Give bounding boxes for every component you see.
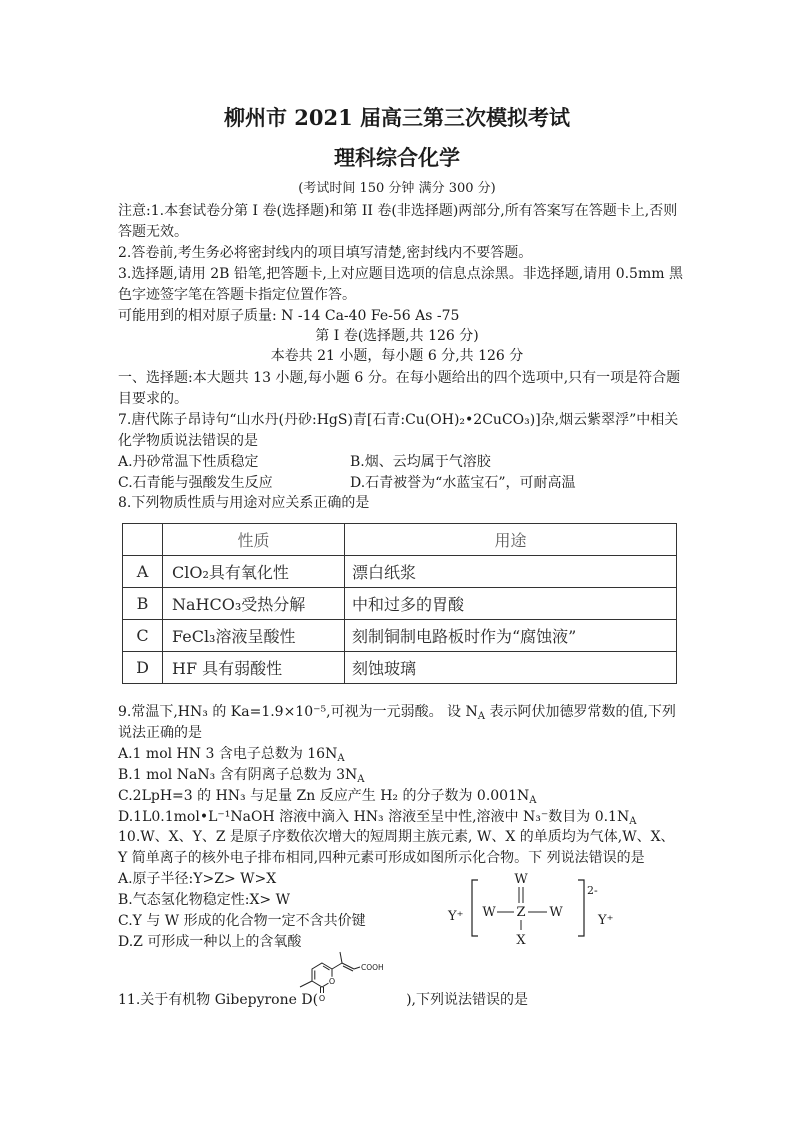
row-key: C	[123, 620, 163, 652]
table-row	[123, 652, 677, 684]
row-property: ClO₂具有氧化性	[163, 556, 345, 588]
question-stem: 8.下列物质性质与用途对应关系正确的是	[118, 494, 370, 511]
option-b: B.1 mol NaN₃ 含有阴离子总数为 $3N_A$	[118, 766, 365, 785]
atom-top: W	[514, 872, 528, 887]
side-chain-bond	[332, 963, 342, 969]
stem-after: ),下列说法错误的是	[406, 991, 528, 1008]
option-b: B.气态氢化物稳定性:X> W	[118, 891, 290, 908]
cation-left: Y⁺	[448, 909, 464, 924]
options-list	[118, 869, 438, 953]
right-bracket	[578, 880, 584, 936]
option-b: B.烟、云均属于气溶胶	[350, 453, 491, 470]
exam-time-info: (考试时间 150 分钟 满分 300 分)	[298, 181, 496, 196]
note-2: 2.答卷前,考生务必将密封线内的项目填写清楚,密封线内不要答题。	[118, 244, 533, 261]
option-d: D.Z 可形成一种以上的含氧酸	[118, 933, 302, 950]
question-8-stem-block	[118, 493, 683, 514]
row-use: 刻制铜制电路板时作为“腐蚀液”	[345, 620, 677, 652]
option-d: D.1L0.1mol•L⁻¹NaOH 溶液中滴入 HN₃ 溶液至呈中性,溶液中 N₃⁻数目为 $0.1N_A$	[118, 808, 637, 827]
cation-right: Y⁺	[598, 913, 614, 928]
row-use: 漂白纸浆	[345, 556, 677, 588]
row-key: D	[123, 652, 163, 684]
carboxyl-group-label: COOH	[361, 963, 384, 972]
ring-oxygen-label: O	[328, 977, 336, 986]
note-1: 注意:1.本套试卷分第 I 卷(选择题)和第 II 卷(非选择题)两部分,所有答案写在答题卡上,否则答题无效。	[118, 202, 678, 240]
left-bracket	[472, 880, 478, 936]
options-grid	[118, 452, 683, 494]
atom-right: W	[549, 905, 563, 920]
row-key: A	[123, 556, 163, 588]
atom-left: W	[482, 905, 496, 920]
question-stem	[118, 990, 683, 1011]
row-property: FeCl₃溶液呈酸性	[163, 620, 345, 652]
row-property: NaHCO₃受热分解	[163, 588, 345, 620]
carboxyl-bond	[354, 967, 360, 969]
option-a: A.丹砂常温下性质稳定	[118, 453, 259, 470]
section-instructions	[118, 368, 683, 410]
table-header-blank	[123, 524, 163, 556]
option-a: A.原子半径:Y>Z> W>X	[118, 870, 277, 887]
question-9	[118, 702, 683, 828]
note-3: 3.选择题,请用 2B 铅笔,把答题卡,上对应题目选项的信息点涂黑。非选择题,请用 0.5mm 黑色字迹签字笔在答题卡指定位置作答。	[118, 265, 683, 303]
methyl-bond	[300, 981, 312, 987]
row-key: B	[123, 588, 163, 620]
option-a: A.1 mol HN 3 含电子总数为 $16N_A$	[118, 745, 345, 764]
part-description: 本卷共 21 小题，每小题 6 分,共 126 分	[270, 348, 524, 364]
option-c: C.Y 与 W 形成的化合物一定不含共价键	[118, 912, 366, 929]
table-row	[123, 620, 677, 652]
alkene-bond	[343, 966, 353, 971]
table-header-row	[123, 524, 677, 556]
exam-notes	[118, 201, 683, 327]
question-stem: 7.唐代陈子昂诗句“山水丹(丹砂:HgS)青[石青:Cu(OH)₂•2CuCO₃)]杂,烟云紫翠浮”中相关化学物质说法错误的是	[118, 411, 679, 449]
carbonyl-oxygen-label: O	[318, 994, 326, 1003]
row-use: 刻蚀玻璃	[345, 652, 677, 684]
property-use-table	[122, 523, 677, 684]
row-use: 中和过多的胃酸	[345, 588, 677, 620]
option-c: C.石青能与强酸发生反应	[118, 474, 273, 491]
question-7	[118, 410, 683, 494]
row-property: HF 具有弱酸性	[163, 652, 345, 684]
table-row	[123, 556, 677, 588]
compound-structure-diagram	[440, 862, 620, 952]
question-stem: 10.W、X、Y、Z 是原子序数依次增大的短周期主族元素, W、X 的单质均为气体,W、X、Y 简单离子的核外电子排布相同,四种元素可形成如图所示化合物。下 列说法错误的是	[118, 828, 675, 866]
part-title: 第 I 卷(选择题,共 126 分)	[315, 328, 479, 344]
question-stem: 9.常温下,HN₃ 的 Ka=1.9×10⁻⁵,可视为一元弱酸。 设 $N_A$ 表示阿伏加德罗常数的值,下列说法正确的是	[118, 703, 676, 741]
exam-title: 柳州市 2021 届高三第三次模拟考试	[223, 105, 571, 130]
table-header-property: 性质	[163, 524, 345, 556]
atom-bottom: X	[516, 933, 526, 948]
option-d: D.石青被誉为“水蓝宝石”，可耐高温	[350, 474, 576, 491]
stem-before: 11.关于有机物 Gibepyrone D(	[118, 991, 319, 1008]
atom-center: Z	[516, 905, 526, 920]
exam-subject: 理科综合化学	[334, 145, 460, 170]
section-heading: 一、选择题:本大题共 13 小题,每小题 6 分。在每小题给出的四个选项中,只有一项是符合题目要求的。	[118, 369, 681, 407]
gibepyrone-d-structure	[288, 950, 388, 1008]
option-c: C.2LpH=3 的 HN₃ 与足量 Zn 反应产生 H₂ 的分子数为 $0.001N_A$	[118, 787, 537, 806]
table-row	[123, 588, 677, 620]
question-11	[118, 990, 683, 1011]
anion-charge: 2-	[587, 884, 598, 897]
methyl-bond	[340, 952, 342, 963]
table-header-use: 用途	[345, 524, 677, 556]
atomic-masses: 可能用到的相对原子质量: N -14 Ca-40 Fe-56 As -75	[118, 307, 460, 324]
